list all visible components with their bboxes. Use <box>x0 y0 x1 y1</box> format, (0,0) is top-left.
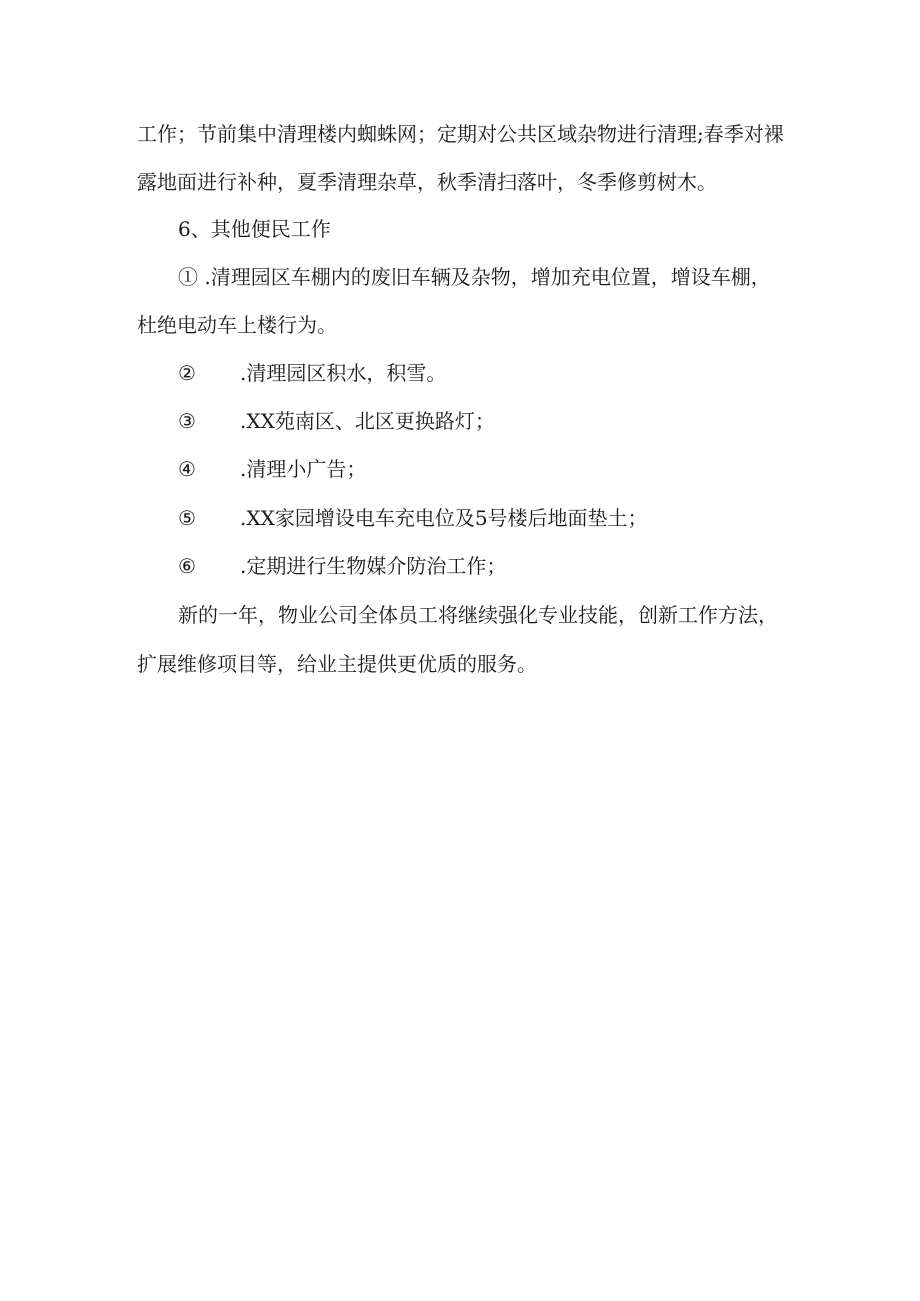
list-item-number: ⑤ <box>178 506 196 530</box>
list-item-text: .定期进行生物媒介防治工作； <box>240 554 507 578</box>
list-item-1-line: ① .清理园区车棚内的废旧车辆及杂物，增加充电位置，增设车棚， <box>178 265 771 289</box>
list-item <box>178 457 366 481</box>
list-item <box>178 506 648 530</box>
list-item-text: .清理园区积水，积雪。 <box>240 361 447 385</box>
list-item-number: ⑥ <box>178 554 196 578</box>
closing-paragraph-line: 扩展维修项目等，给业主提供更优质的服务。 <box>137 652 537 676</box>
list-item-text: .XX苑南区、北区更换路灯； <box>240 409 495 433</box>
list-item <box>178 361 446 385</box>
paragraph-line: 工作；节前集中清理楼内蜘蛛网；定期对公共区域杂物进行清理;春季对裸 <box>137 122 784 146</box>
closing-paragraph-line: 新的一年，物业公司全体员工将继续强化专业技能，创新工作方法， <box>178 603 778 627</box>
list-item-text: .清理小广告； <box>240 457 367 481</box>
list-item-number: ② <box>178 361 196 385</box>
list-item-number: ④ <box>178 457 196 481</box>
list-item-text: .XX家园增设电车充电位及5号楼后地面垫土； <box>240 506 648 530</box>
list-item-1-continuation: 杜绝电动车上楼行为。 <box>137 313 337 337</box>
list-item <box>178 409 495 433</box>
paragraph-line: 露地面进行补种，夏季清理杂草，秋季清扫落叶，冬季修剪树木。 <box>137 170 717 194</box>
list-item-number: ③ <box>178 409 196 433</box>
section-heading: 6、其他便民工作 <box>178 217 331 241</box>
list-item <box>178 554 506 578</box>
